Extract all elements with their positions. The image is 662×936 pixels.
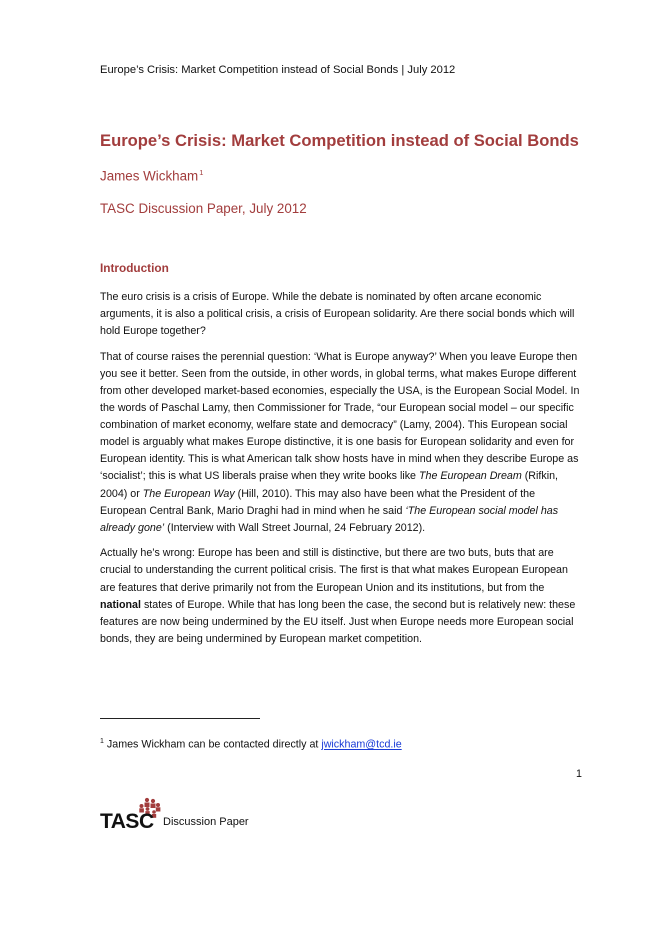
book-title-european-dream: The European Dream bbox=[418, 470, 522, 483]
paragraph-1: The euro crisis is a crisis of Europe. While the debate is nominated by often arcane economic arguments, it is also a political crisis, a crisis of European solidarity. Are there social bonds which will hold Europe together? bbox=[100, 291, 575, 338]
section-heading-introduction: Introduction bbox=[100, 261, 169, 275]
footer-label: Discussion Paper bbox=[163, 816, 249, 828]
running-header: Europe’s Crisis: Market Competition instead of Social Bonds | July 2012 bbox=[100, 64, 456, 76]
title-block bbox=[100, 130, 590, 218]
paragraph-3-text-a: Actually he’s wrong: Europe has been and still is distinctive, but there are two buts, buts that are crucial to understanding the current political crisis. The first is that what makes European European are features that derive primarily not from the European Union and its institutions, but from the bbox=[100, 547, 568, 594]
paragraph-2-text-a: That of course raises the perennial question: ‘What is Europe anyway?’ When you leave Europe then you see it better. Seen from the outside, in other words, in global terms, what makes Europe different from other developed market-based economies, especially the USA, is the European Social Model. In the words of Paschal Lamy, then Commissioner for Trade, “our European social model – our specific combination of market economy, welfare state and democracy” (Lamy, 2004). This European social model is arguably what makes Europe distinctive, it is one basis for European solidarity and even for European identity. This is what American talk show hosts have in mind when they describe Europe as ‘socialist’; this is what US liberals praise when they write books like bbox=[100, 350, 580, 483]
paragraph-2-text-b: (Rifkin, 2004) or bbox=[100, 470, 558, 500]
author-line bbox=[100, 164, 590, 185]
footnote-number: 1 bbox=[100, 738, 104, 745]
footnote-text: James Wickham can be contacted directly at bbox=[106, 738, 322, 751]
page-number: 1 bbox=[576, 768, 582, 780]
tasc-logo-text: TASC bbox=[100, 810, 154, 830]
author-footnote-ref[interactable]: 1 bbox=[199, 168, 204, 177]
footnote-divider bbox=[100, 718, 260, 719]
paragraph-2-text-c: (Hill, 2010). This may also have been what the President of the European Central Bank, Mario Draghi had in mind when he said bbox=[100, 487, 536, 517]
paper-type: TASC Discussion Paper, July 2012 bbox=[100, 201, 307, 217]
paragraph-3 bbox=[100, 545, 584, 648]
body-text bbox=[100, 289, 584, 656]
footnote bbox=[100, 738, 402, 751]
book-title-european-way: The European Way bbox=[142, 487, 235, 500]
author-email-link[interactable]: jwickham@tcd.ie bbox=[321, 738, 402, 751]
draghi-quote: ‘The European social model has already gone’ bbox=[100, 504, 559, 534]
paper-title: Europe’s Crisis: Market Competition instead of Social Bonds bbox=[100, 131, 579, 150]
author-name: James Wickham bbox=[100, 168, 199, 184]
paragraph-2-text-d: (Interview with Wall Street Journal, 24 February 2012). bbox=[164, 521, 426, 534]
tasc-logo bbox=[100, 796, 162, 830]
paragraph-3-emphasis: national bbox=[100, 598, 141, 611]
paragraph-2 bbox=[100, 349, 584, 537]
paragraph-3-text-b: states of Europe. While that has long been the case, the second but is relatively new: these features are now being undermined by the EU itself. Just when Europe needs more European social bonds, they are being undermined by European market competition. bbox=[100, 598, 576, 645]
